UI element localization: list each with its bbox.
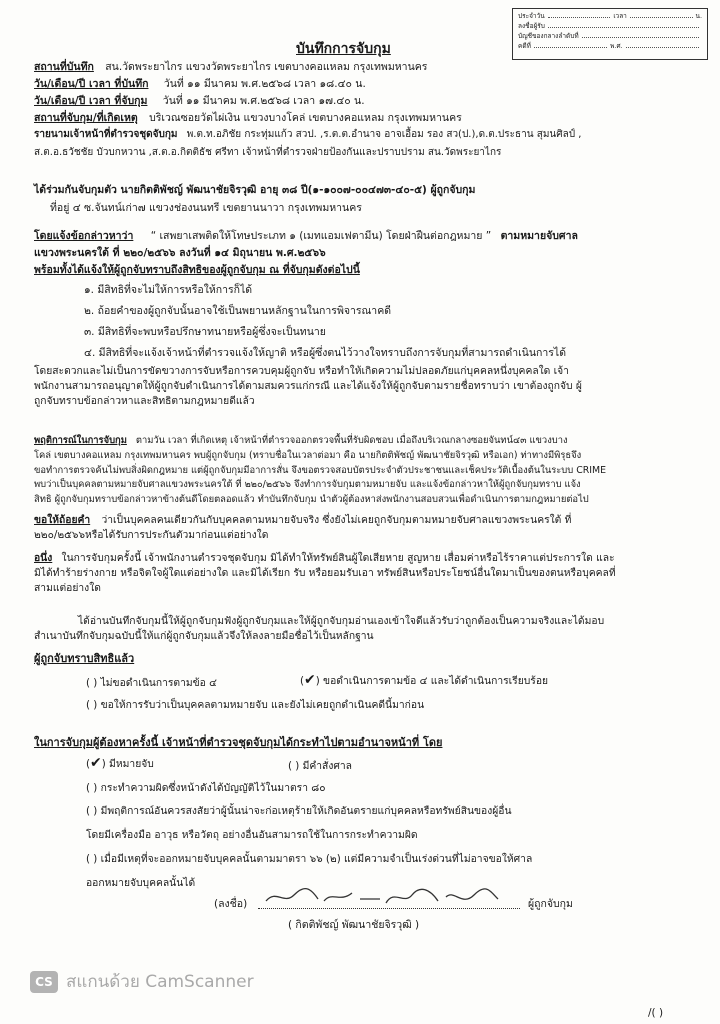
stamp-label: น. (695, 12, 703, 20)
charge-warrant-line: แขวงพระนครใต้ ที่ ๒๒๐/๒๕๖๖ ลงวันที่ ๑๔ มิถุนายน พ.ศ.๒๕๖๖ (34, 247, 326, 259)
authority-urgent[interactable]: ( ) เมื่อมีเหตุที่จะออกหมายจับบุคคลนั้นตามมาตรา ๖๖ (๒) แต่มีความจำเป็นเร่งด่วนที่ไม่อาจขอให้ศาล (86, 853, 533, 865)
stamp-row (518, 41, 702, 51)
option-no-action[interactable]: ( ) ไม่ขอดำเนินการตามข้อ ๔ (86, 677, 217, 689)
statement-label: ขอให้ถ้อยคำ (34, 514, 91, 526)
authority-urgent-cont: ออกหมายจับบุคคลนั้นได้ (86, 877, 196, 889)
sign-label: (ลงชื่อ) (214, 898, 248, 910)
text-line: โคล่ เขตบางคอแหลม กรุงเทพมหานคร พบผู้ถูกจับกุม (ทราบชื่อในเวลาต่อมา คือ นายกิตติพัชญ์ พัฒนาชัยจิรวุฒิ หรือเอก) ท่าทางมีพิรุธจึง (34, 449, 582, 461)
signer-role: ผู้ถูกจับกุม (528, 898, 573, 910)
circumstance-label: พฤติการณ์ในการจับกุม (34, 435, 127, 446)
authority-court-order[interactable]: ( ) มีคำสั่งศาล (288, 760, 352, 772)
text-line: สิทธิ ผู้ถูกจับกุมทราบข้อกล่าวหาข้างต้นดีโดยตลอดแล้ว ทำบันทึกจับกุม นำตัวผู้ต้องหาส่งพนักงานสอบสวนเพื่อดำเนินการตามกฎหมายต่อไป (34, 494, 589, 506)
text-line: ว่าเป็นบุคคลคนเดียวกันกับบุคคลตามหมายจับจริง ซึ่งยังไม่เคยถูกจับกุมตามหมายจับศาลแขวงพระนครใต้ ที่ (101, 514, 572, 526)
rights-heading: พร้อมทั้งได้แจ้งให้ผู้ถูกจับทราบถึงสิทธิของผู้ถูกจับกุม ณ ที่จับกุมดังต่อไปนี้ (34, 264, 360, 276)
authority-flagrant[interactable]: ( ) กระทำความผิดซึ่งหน้าดังได้บัญญัติไว้ในมาตรา ๘๐ (86, 782, 326, 794)
record-place-label: สถานที่บันทึก (34, 61, 94, 73)
officers-label: รายนามเจ้าหน้าที่ตำรวจชุดจับกุม (34, 129, 178, 140)
stamp-row (518, 31, 702, 41)
handwritten-signature (262, 883, 502, 911)
arrest-date-row (34, 94, 365, 108)
text-line: ได้อ่านบันทึกจับกุมนี้ให้ผู้ถูกจับกุมฟังผู้ถูกจับกุมและให้ผู้ถูกจับกุมอ่านเองเข้าใจดีแล้วรับว่าถูกต้องเป็นความจริงและได้มอบ (78, 615, 605, 627)
option-label: ) ขอดำเนินการตามข้อ ๔ และได้ดำเนินการเรียบร้อย (315, 675, 549, 687)
record-date-label: วัน/เดือน/ปี เวลา ที่บันทึก (34, 78, 149, 90)
authority-suspicion[interactable]: ( ) มีพฤติการณ์อันควรสงสัยว่าผู้นั้นน่าจะก่อเหตุร้ายให้เกิดอันตรายแก่บุคคลหรือทรัพย์สินของผู้อื่น (86, 805, 512, 817)
arrest-date-label: วัน/เดือน/ปี เวลา ที่จับกุม (34, 95, 148, 107)
authority-heading: ในการจับกุมผู้ต้องหาครั้งนี้ เจ้าหน้าที่ตำรวจชุดจับกุมได้กระทำไปตามอำนาจหน้าที่ โดย (34, 736, 443, 749)
document-title: บันทึกการจับกุม (296, 41, 391, 57)
text-line: สามแต่อย่างใด (34, 581, 101, 594)
circumstance-paragraph (34, 434, 696, 508)
text-line: ตามวัน เวลา ที่เกิดเหตุ เจ้าหน้าที่ตำรวจออกตรวจพื้นที่รับผิดชอบ เมื่อถึงบริเวณกลางซอยจันทน์๔๓ แขวงบาง (135, 435, 568, 446)
stamp-label: เวลา (613, 12, 627, 20)
arrest-date-value: วันที่ ๑๑ มีนาคม พ.ศ.๒๕๖๘ เวลา ๑๗.๔๐ น. (162, 95, 365, 107)
registry-stamp-box (512, 8, 708, 60)
text-line: พบว่าเป็นบุคคลตามหมายจับศาลแขวงพระนครใต้ ที่ ๒๒๐/๒๕๖๖ จึงทำการจับกุมตามหมายจับ และแจ้งข้อกล่าวหาให้ผู้ถูกจับกุมทราบ แจ้ง (34, 479, 581, 491)
text-line: โดยสะดวกและไม่เป็นการขัดขวางการจับหรือการควบคุมผู้ถูกจับ หรือทำให้เกิดความไม่ปลอดภัยแก่บุคคลหนึ่งบุคคลใด เจ้า (34, 365, 569, 377)
page-mark: /( ) (648, 1007, 664, 1019)
watermark-text: สแกนด้วย CamScanner (66, 972, 254, 992)
reading-paragraph (34, 614, 696, 644)
rights-item: ๔. มีสิทธิที่จะแจ้งเจ้าหน้าที่ตำรวจแจ้งให้ญาติ หรือผู้ซึ่งตนไว้วางใจทราบถึงการจับกุมที่สามารถดำเนินการได้ (84, 347, 567, 359)
rights-continuation (34, 364, 696, 408)
authority-suspicion-cont: โดยมีเครื่องมือ อาวุธ หรือวัตถุ อย่างอื่นอันสามารถใช้ในการกระทำความผิด (86, 829, 418, 841)
also-label: อนึ่ง (34, 552, 53, 564)
officers-row (34, 128, 581, 142)
charge-label: โดยแจ้งข้อกล่าวหาว่า (34, 230, 134, 242)
stamp-row (518, 21, 702, 31)
charge-warrant-label: ตามหมายจับศาล (500, 230, 578, 242)
text-line: ถูกจับทราบข้อกล่าวหาและสิทธิตามกฎหมายดีแล้ว (34, 394, 255, 407)
suspect-line-1: ได้ร่วมกันจับกุมตัว นายกิตติพัชญ์ พัฒนาชัยจิรวุฒิ อายุ ๓๘ ปี(๑-๑๐๐๗-๐๐๔๗๓-๔๐-๕) ผู้ถูกจับกุม (34, 184, 476, 196)
record-place-value: สน.วัดพระยาไกร แขวงวัดพระยาไกร เขตบางคอแหลม กรุงเทพมหานคร (105, 61, 428, 73)
acknowledged-heading: ผู้ถูกจับทราบสิทธิแล้ว (34, 652, 135, 665)
stamp-label: บัญชีของกลางลำดับที่ (518, 32, 579, 40)
text-line: ๒๒๐/๒๕๖๖หรือได้รับการประกันตัวมาก่อนแต่อย่างใด (34, 528, 269, 541)
also-paragraph (34, 551, 696, 595)
record-date-value: วันที่ ๑๑ มีนาคม พ.ศ.๒๕๖๘ เวลา ๑๘.๔๐ น. (163, 78, 366, 90)
check-mark-icon: ✔ (90, 755, 102, 771)
option-label: ) มีหมายจับ (101, 758, 154, 770)
arrest-place-value: บริเวณซอยวัดไผ่เงิน แขวงบางโคล่ เขตบางคอแหลม กรุงเทพมหานคร (149, 112, 462, 124)
scanner-watermark (30, 968, 254, 995)
text-line: ขอทำการตรวจค้นไม่พบสิ่งผิดกฎหมาย แต่ผู้ถูกจับกุมมีอาการสั่น จึงขอตรวจสอบบัตรประจำตัวประชาชนและเช็คประวัติเบื้องต้นในระบบ CRIME (34, 464, 607, 476)
arrest-place-label: สถานที่จับกุม/ที่เกิดเหตุ (34, 112, 138, 124)
charge-row (34, 229, 578, 243)
rights-item: ๒. ถ้อยคำของผู้ถูกจับนั้นอาจใช้เป็นพยานหลักฐานในการพิจารณาคดี (84, 305, 392, 317)
record-date-row (34, 77, 366, 91)
check-mark-icon: ✔ (304, 672, 316, 688)
camscanner-logo-icon: CS (30, 971, 58, 993)
option-admit-identity[interactable]: ( ) ขอให้การรับว่าเป็นบุคคลตามหมายจับ และยังไม่เคยถูกดำเนินคดีนี้มาก่อน (86, 699, 425, 711)
text-line: มิได้ทำร้ายร่างกาย หรือจิตใจผู้ใดแต่อย่างใด และมิได้เรียก รับ หรือยอมรับเอา ทรัพย์สินหรือประโยชน์อื่นใดมาเป็นของตนหรือบุคคลที่ (34, 566, 616, 579)
officers-line-1: พ.ต.ท.อภิชัย กระทุ่มแก้ว สวป. ,ร.ต.ต.อำนาจ อาจเอื้อม รอง สว(ป.),ด.ต.ประธาน สุมนศิลป์ , (186, 129, 582, 140)
statement-paragraph (34, 513, 696, 543)
officers-line-2: ส.ต.อ.ธวัชชัย บัวบกหวาน ,ส.ต.อ.กิตติธัช ศรีทา เจ้าหน้าที่ตำรวจฝ่ายป้องกันและปราบปราม สน.วัดพระยาไกร (34, 147, 502, 158)
stamp-label: พ.ศ. (610, 42, 623, 50)
signer-name: ( กิตติพัชญ์ พัฒนาชัยจิรวุฒิ ) (288, 919, 420, 931)
text-line: พนักงานสามารถอนุญาตให้ผู้ถูกจับดำเนินการได้ตามสมควรแก่กรณี และได้แจ้งให้ผู้ถูกจับตามรายชื่อทราบว่า เขาต้องถูกจับ ผู้ (34, 379, 582, 392)
arrest-place-row (34, 111, 462, 125)
record-place-row (34, 60, 427, 74)
stamp-label: ประจำวัน (518, 12, 545, 20)
authority-warrant[interactable]: (✔) มีหมายจับ (86, 755, 154, 771)
stamp-row (518, 11, 702, 21)
suspect-address: ที่อยู่ ๔ ซ.จันทน์เก่า๗ แขวงช่องนนทรี เขตยานนาวา กรุงเทพมหานคร (50, 202, 362, 214)
option-action-done[interactable]: (✔) ขอดำเนินการตามข้อ ๔ และได้ดำเนินการเรียบร้อย (300, 672, 549, 688)
text-line: ในการจับกุมครั้งนี้ เจ้าพนักงานตำรวจชุดจับกุม มิได้ทำให้ทรัพย์สินผู้ใดเสียหาย สูญหาย เสื่อมค่าหรือไร้ราคาแต่ประการใด และ (61, 552, 615, 564)
stamp-label: ลงชื่อผู้รับ (518, 22, 545, 30)
text-line: สำเนาบันทึกจับกุมฉบับนี้ให้แก่ผู้ถูกจับกุมแล้วจึงให้ลงลายมือชื่อไว้เป็นหลักฐาน (34, 629, 374, 642)
charge-text: “ เสพยาเสพติดให้โทษประเภท ๑ (เมทแอมเฟตามีน) โดยฝ่าฝืนต่อกฎหมาย ” (150, 230, 492, 242)
rights-item: ๑. มีสิทธิที่จะไม่ให้การหรือให้การก็ได้ (84, 284, 253, 296)
rights-item: ๓. มีสิทธิที่จะพบหรือปรึกษาทนายหรือผู้ซึ่งจะเป็นทนาย (84, 326, 326, 338)
stamp-label: คดีที่ (518, 42, 531, 50)
